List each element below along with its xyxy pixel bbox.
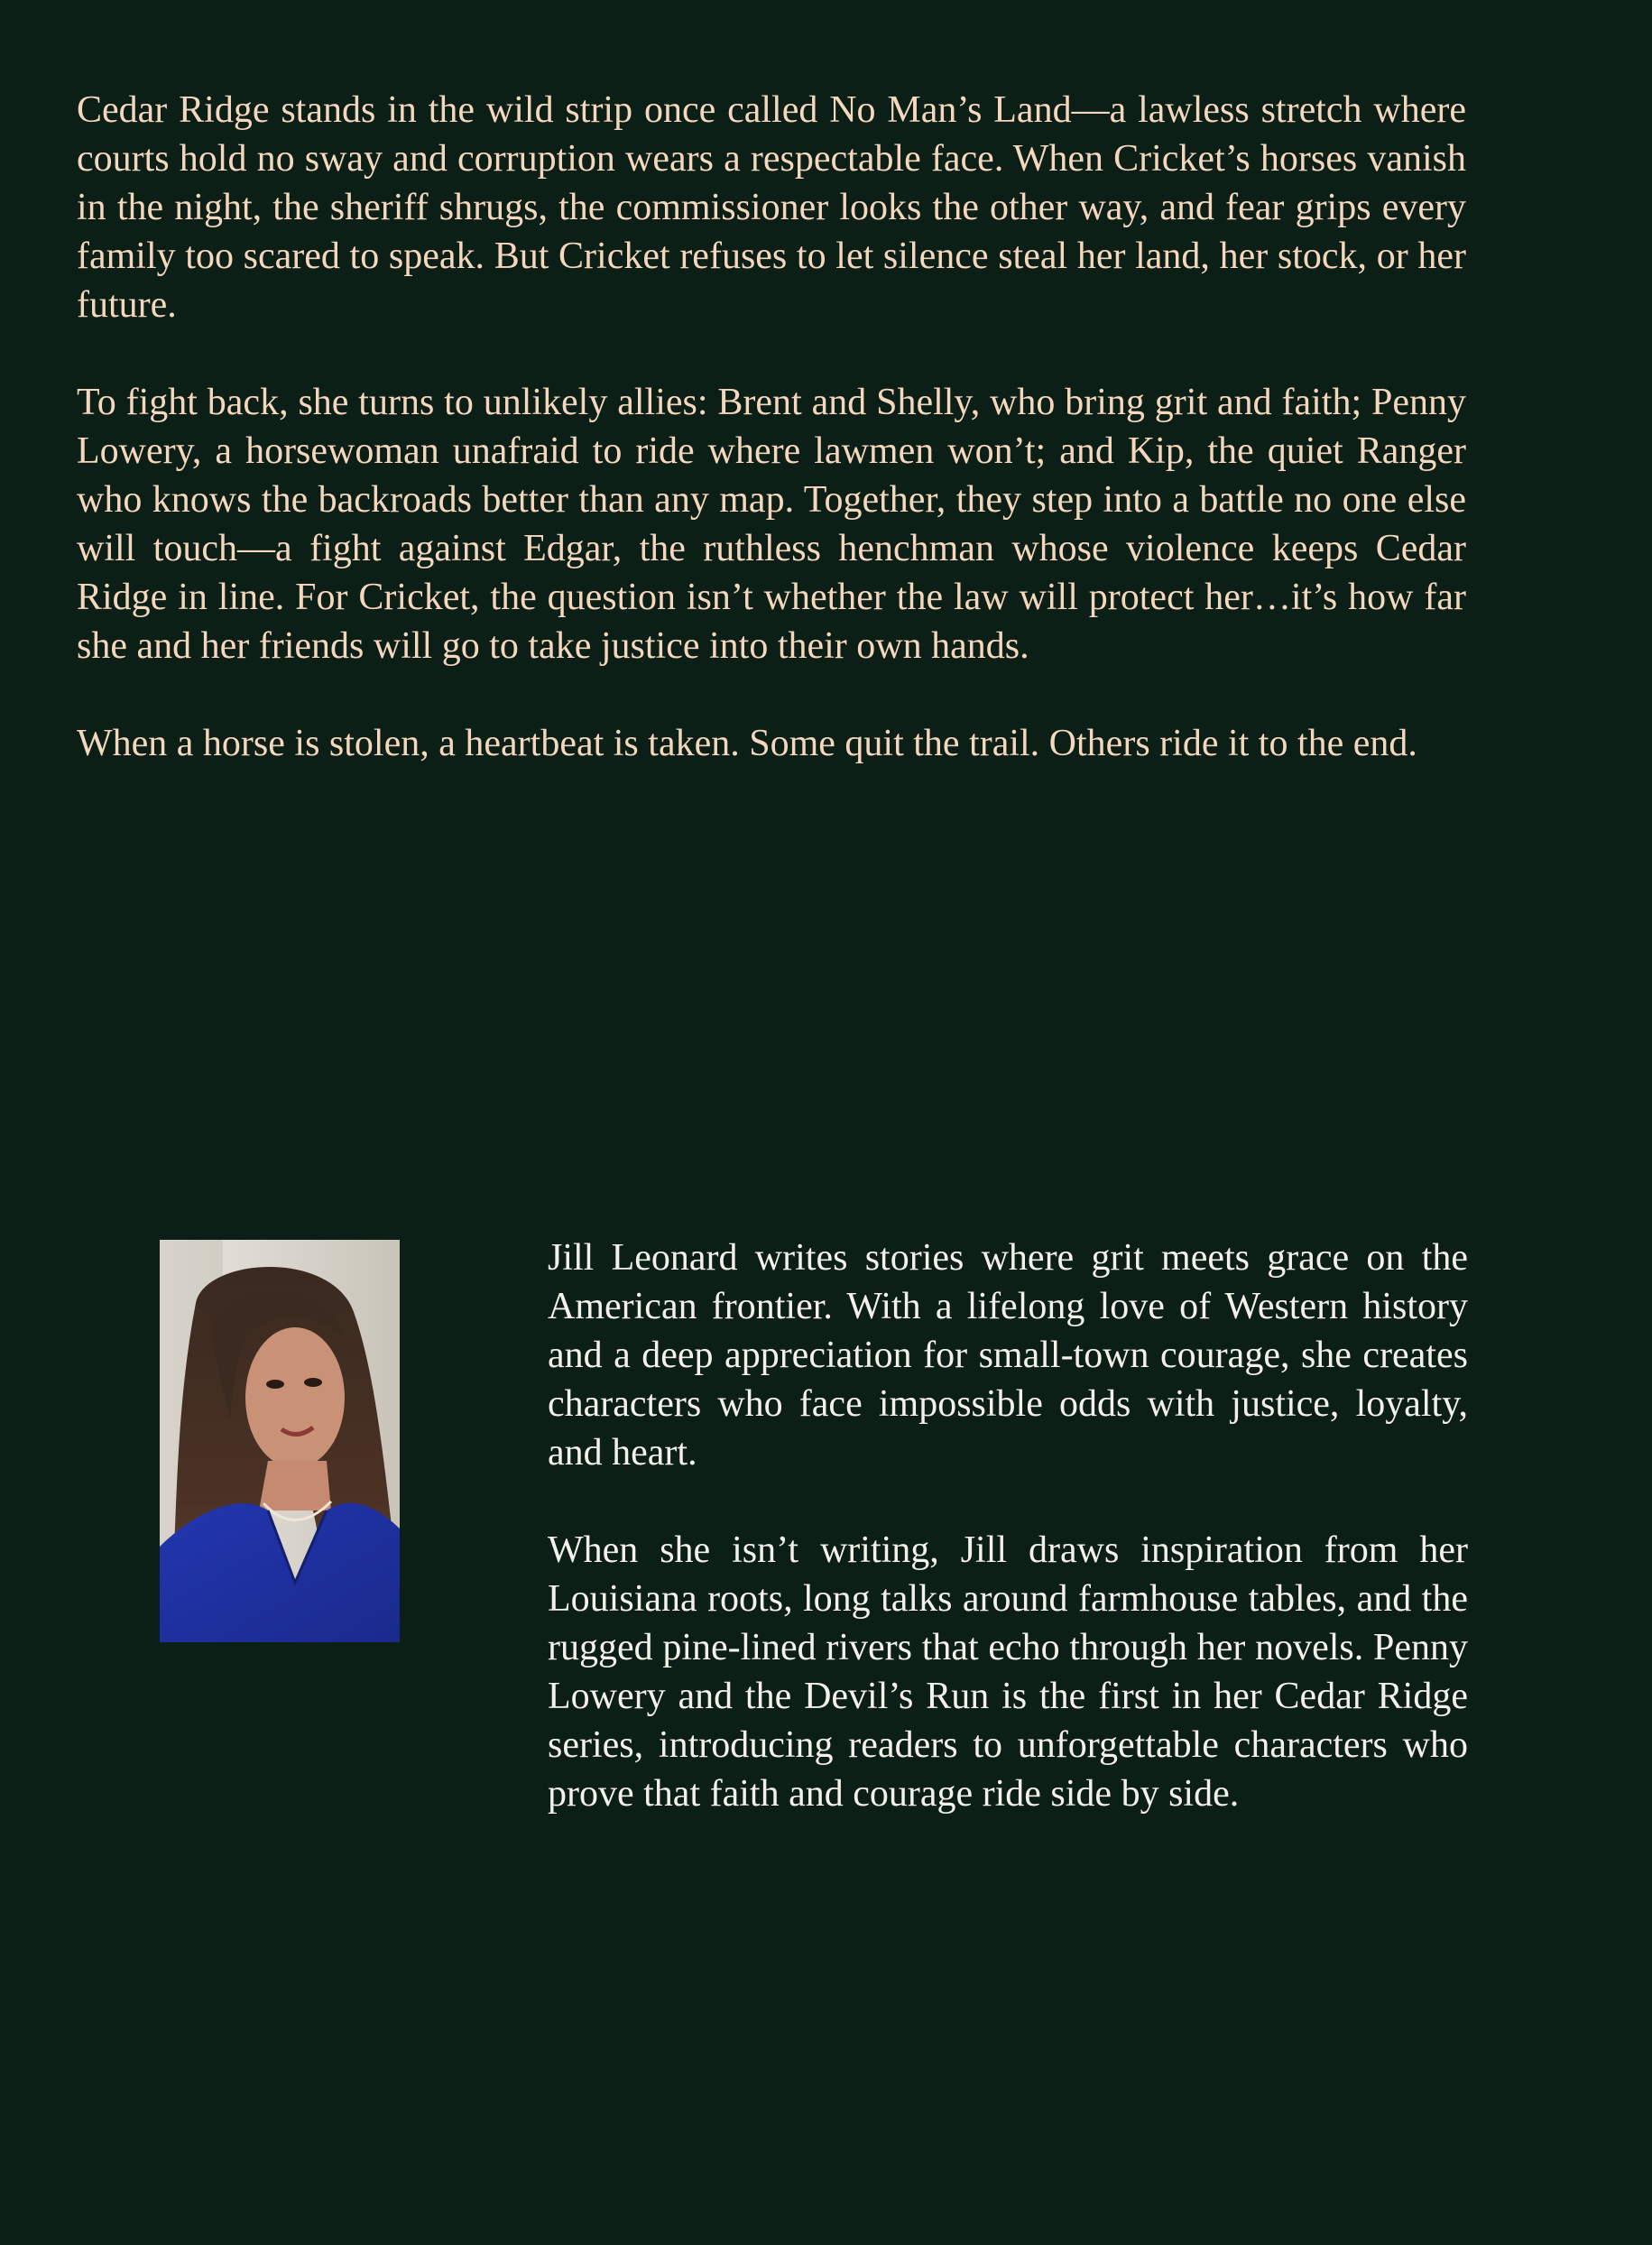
author-photo <box>160 1240 400 1642</box>
book-blurb <box>77 86 1466 817</box>
blurb-paragraph: When a horse is stolen, a heartbeat is taken. Some quit the trail. Others ride it to the end. <box>77 723 1417 764</box>
bio-paragraph: When she isn’t writing, Jill draws inspiration from her Louisiana roots, long talks around farmhouse tables, and the rugged pine-lined rivers that echo through her novels. Penny Lowery and the Devil’s Run is the first in her Cedar Ridge series, introducing readers to unforgettable characters who prove that faith and courage ride side by side. <box>548 1529 1468 1815</box>
author-bio <box>548 1233 1468 1867</box>
bio-paragraph: Jill Leonard writes stories where grit meets grace on the American frontier. With a lifelong love of Western history and a deep appreciation for small-town courage, she creates characters who face impossible odds with justice, loyalty, and heart. <box>548 1237 1468 1474</box>
blurb-paragraph: Cedar Ridge stands in the wild strip once called No Man’s Land—a lawless stretch where courts hold no sway and corruption wears a respectable face. When Cricket’s horses vanish in the night, the sheriff shrugs, the commissioner looks the other way, and fear grips every family too scared to speak. But Cricket refuses to let silence steal her land, her stock, or her future. <box>77 89 1466 326</box>
blurb-paragraph: To fight back, she turns to unlikely allies: Brent and Shelly, who bring grit and faith; Penny Lowery, a horsewoman unafraid to ride where lawmen won’t; and Kip, the quiet Ranger who knows the backroads better than any map. Together, they step into a battle no one else will touch—a fight against Edgar, the ruthless henchman whose violence keeps Cedar Ridge in line. For Cricket, the question isn’t whether the law will protect her…it’s how far she and her friends will go to take justice into their own hands. <box>77 382 1466 667</box>
